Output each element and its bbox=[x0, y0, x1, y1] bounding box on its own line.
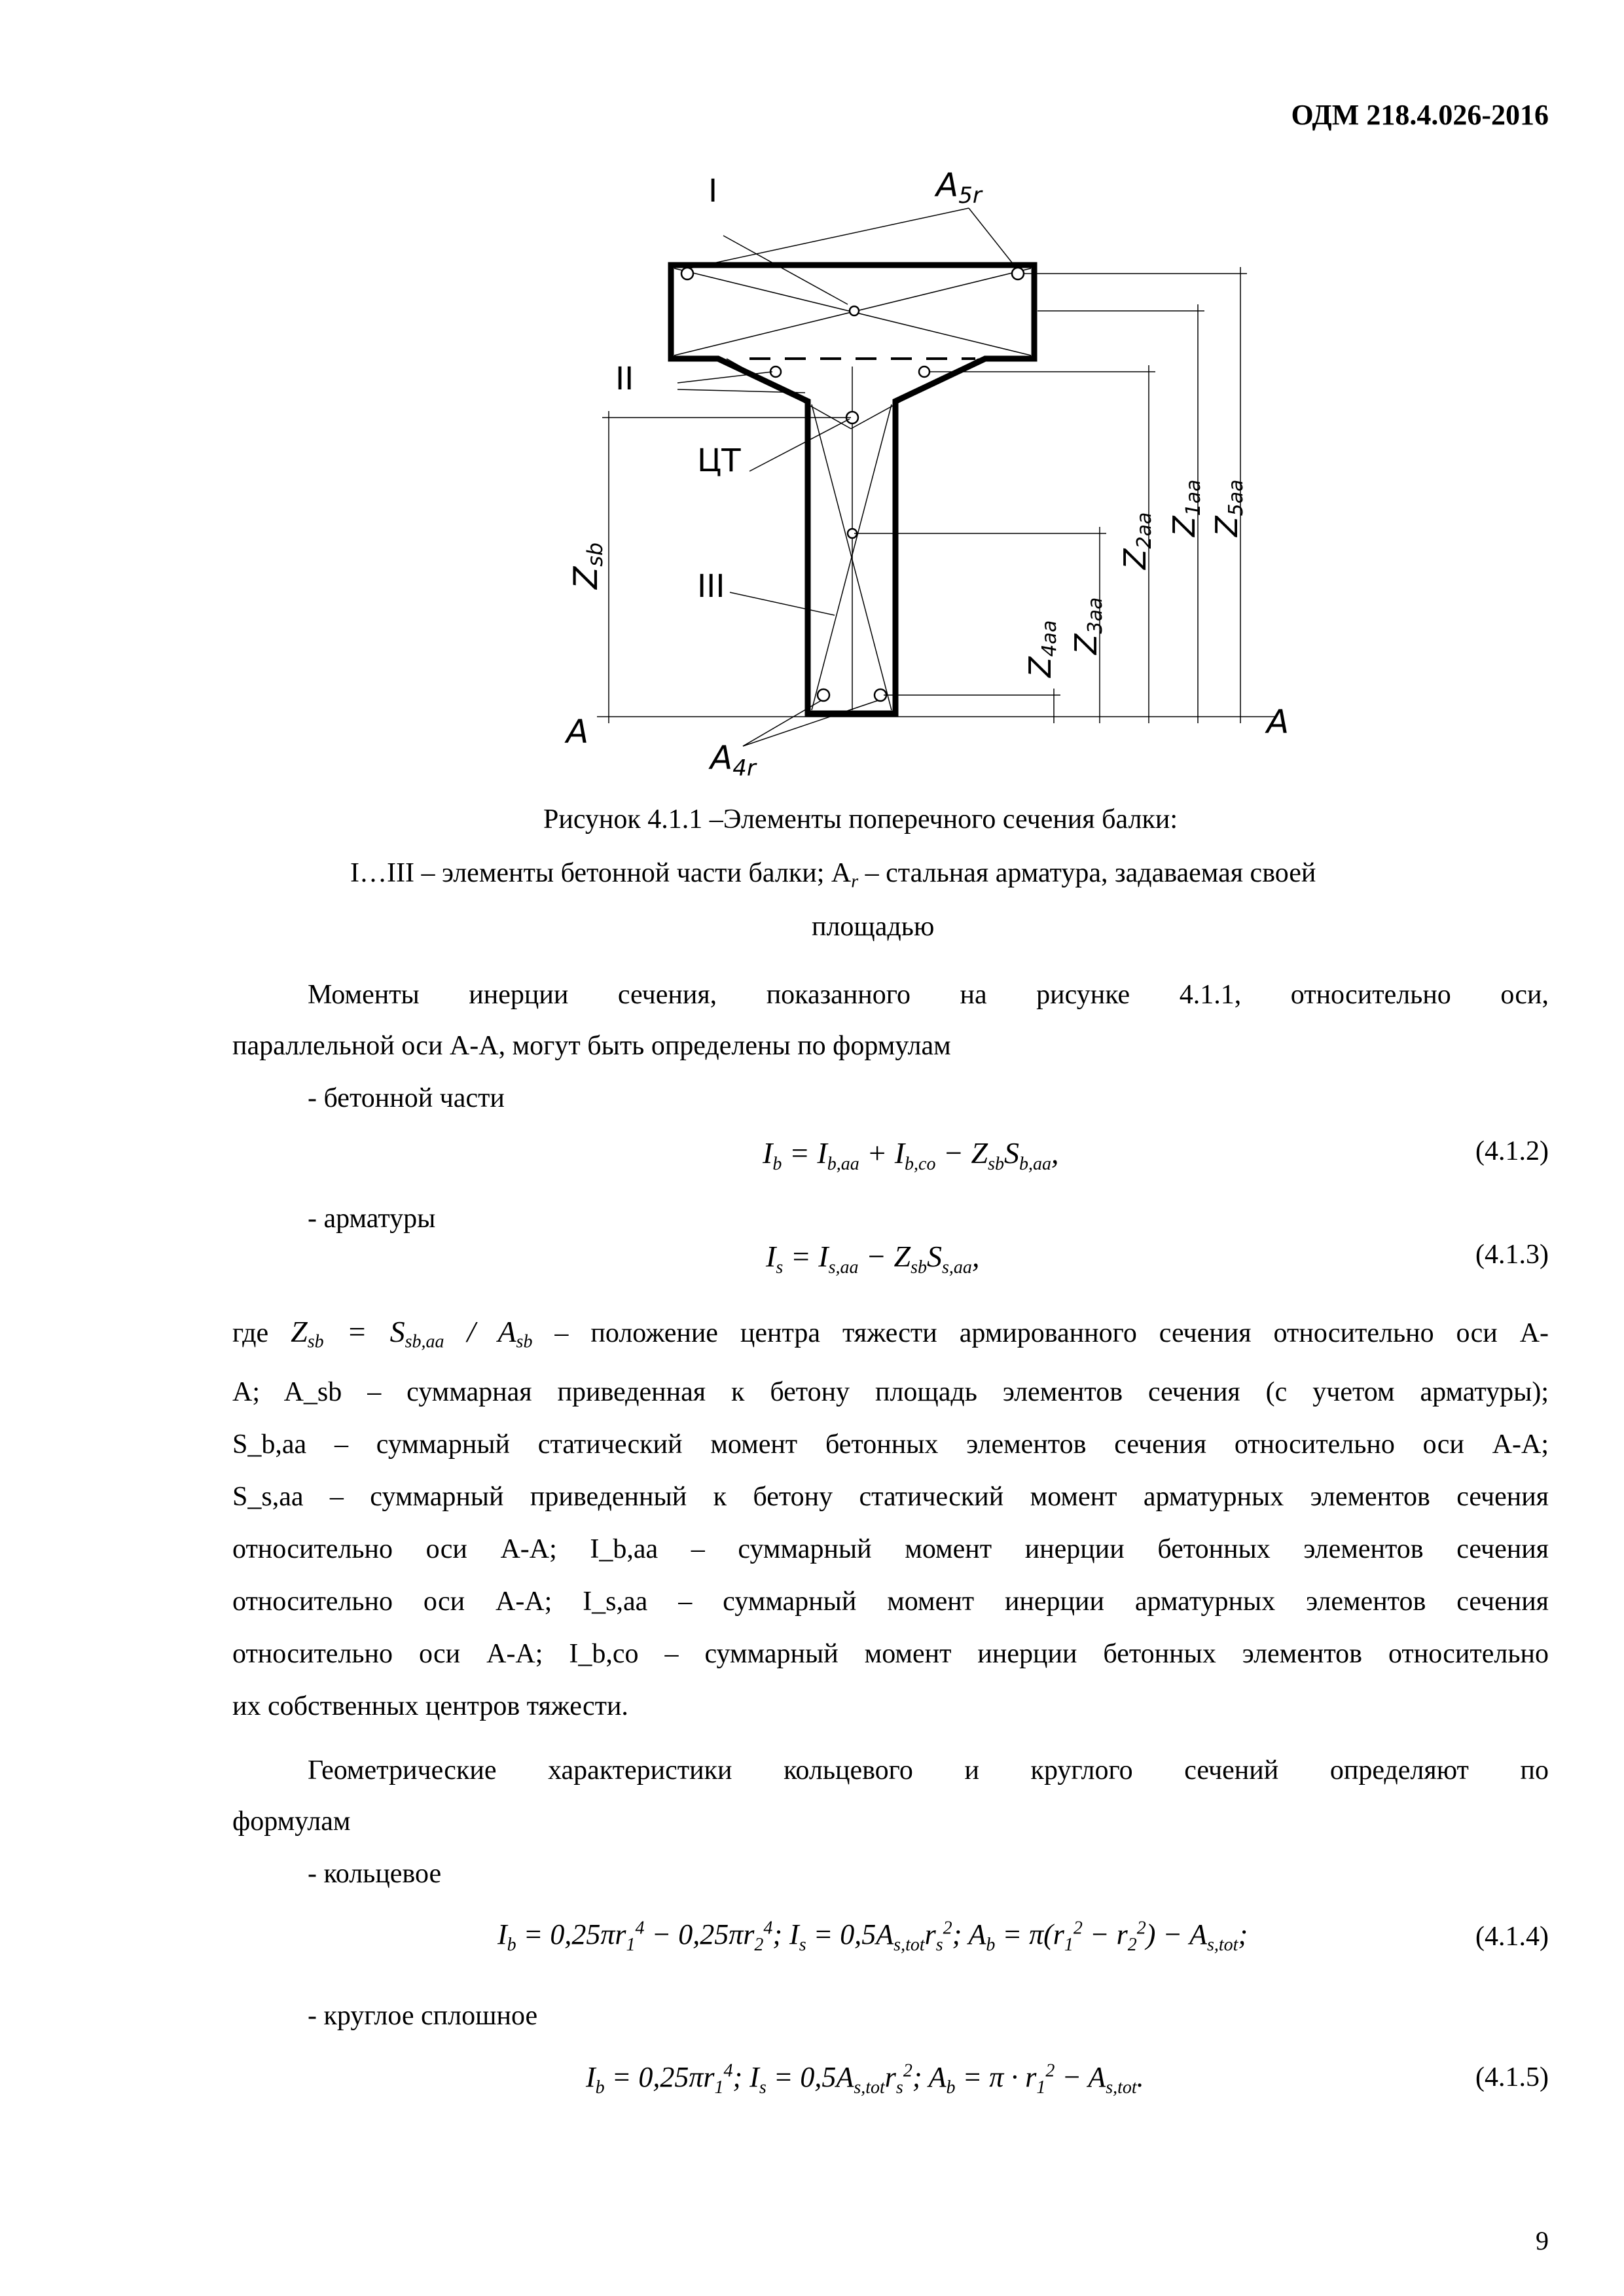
paragraph-2-line2: формулам bbox=[232, 1806, 351, 1837]
label-z5aa: Z5aa bbox=[1209, 479, 1248, 537]
label-z4aa: Z4aa bbox=[1022, 620, 1061, 677]
equation-4-1-3: $I_s = I_{s,aa} - Z_{sb}S_{s,aa}$, bbox=[766, 1240, 980, 1278]
ring-section-label: - кольцевое bbox=[308, 1859, 442, 1889]
figure-caption-line3: площадью bbox=[812, 912, 935, 942]
label-center-of-gravity: ЦТ bbox=[697, 442, 741, 479]
label-a4r: $A_{4r}$ bbox=[710, 739, 756, 781]
label-axis-a-right: A bbox=[1267, 703, 1290, 741]
equation-4-1-2: $I_b = I_{b,aa} + I_{b,co} - Z_{sb}S_{b,aa}$, bbox=[763, 1136, 1059, 1174]
concrete-part-label: - бетонной части bbox=[308, 1083, 505, 1113]
label-element-ii: II bbox=[615, 361, 634, 397]
equation-number-4-1-5: (4.1.5) bbox=[1475, 2062, 1549, 2092]
label-z2aa: Z2aa bbox=[1117, 512, 1156, 569]
definitions-line3: S_b,aa – суммарный статический момент бетонных элементов сечения относительно оси A-A; bbox=[232, 1429, 1549, 1460]
label-axis-a-left: A bbox=[566, 713, 589, 751]
label-element-i: I bbox=[708, 173, 718, 209]
paragraph-1-line2: параллельной оси A-A, могут быть определены по формулам bbox=[232, 1031, 951, 1061]
rebar-label: - арматуры bbox=[308, 1204, 436, 1234]
label-z3aa: Z3aa bbox=[1068, 597, 1107, 655]
label-z1aa: Z1aa bbox=[1166, 479, 1205, 537]
equation-number-4-1-3: (4.1.3) bbox=[1475, 1240, 1549, 1270]
definitions-line2: A; A_sb – суммарная приведенная к бетону площадь элементов сечения (с учетом арматуры); bbox=[232, 1377, 1549, 1407]
equation-number-4-1-4: (4.1.4) bbox=[1475, 1922, 1549, 1952]
paragraph-1-line1: Моменты инерции сечения, показанного на рисунке 4.1.1, относительно оси, bbox=[308, 980, 1549, 1010]
beam-cross-section-figure bbox=[563, 157, 1335, 785]
definitions-line7: относительно оси A-A; I_b,co – суммарный момент инерции бетонных элементов относительно bbox=[232, 1639, 1549, 1669]
equation-4-1-4: $I_b = 0,25\pi r_1^4 - 0,25\pi r_2^4$; $I_s = 0,5A_{s,tot}r_s^2$; $A_b = \pi(r_1^2 - r_2^2) - A_{s,tot}$; bbox=[497, 1918, 1248, 1955]
definitions-line6: относительно оси A-A; I_s,aa – суммарный момент инерции арматурных элементов сечения bbox=[232, 1587, 1549, 1617]
label-element-iii: III bbox=[697, 568, 725, 605]
definitions-line8: их собственных центров тяжести. bbox=[232, 1691, 628, 1721]
definitions-line1: где $Z_{sb} = S_{sb,aa} / A_{sb}$ – положение центра тяжести армированного сечения относительно оси A- bbox=[232, 1315, 1549, 1352]
solid-section-label: - круглое сплошное bbox=[308, 2001, 538, 2031]
page-number: 9 bbox=[1536, 2226, 1549, 2255]
flange-diagonals bbox=[674, 268, 1031, 710]
definitions-line5: относительно оси A-A; I_b,aa – суммарный момент инерции бетонных элементов сечения bbox=[232, 1534, 1549, 1564]
figure-caption-line1: Рисунок 4.1.1 –Элементы поперечного сечения балки: bbox=[543, 804, 1178, 834]
document-code: ОДМ 218.4.026-2016 bbox=[1291, 99, 1549, 131]
equation-4-1-5: $I_b = 0,25\pi r_1^4$; $I_s = 0,5A_{s,tot}r_s^2$; $A_b = \pi \cdot r_1^2 - A_{s,tot}$. bbox=[586, 2060, 1144, 2098]
paragraph-2-line1: Геометрические характеристики кольцевого и круглого сечений определяют по bbox=[308, 1755, 1549, 1785]
label-a5r: $A_{5r}$ bbox=[936, 166, 982, 209]
definitions-line4: S_s,aa – суммарный приведенный к бетону статический момент арматурных элементов сечения bbox=[232, 1482, 1549, 1512]
figure-caption-line2: I…III – элементы бетонной части балки; $A_r$ – стальная арматура, задаваемая своей bbox=[350, 858, 1316, 892]
label-zsb: Zsb bbox=[567, 542, 607, 589]
equation-number-4-1-2: (4.1.2) bbox=[1475, 1136, 1549, 1166]
